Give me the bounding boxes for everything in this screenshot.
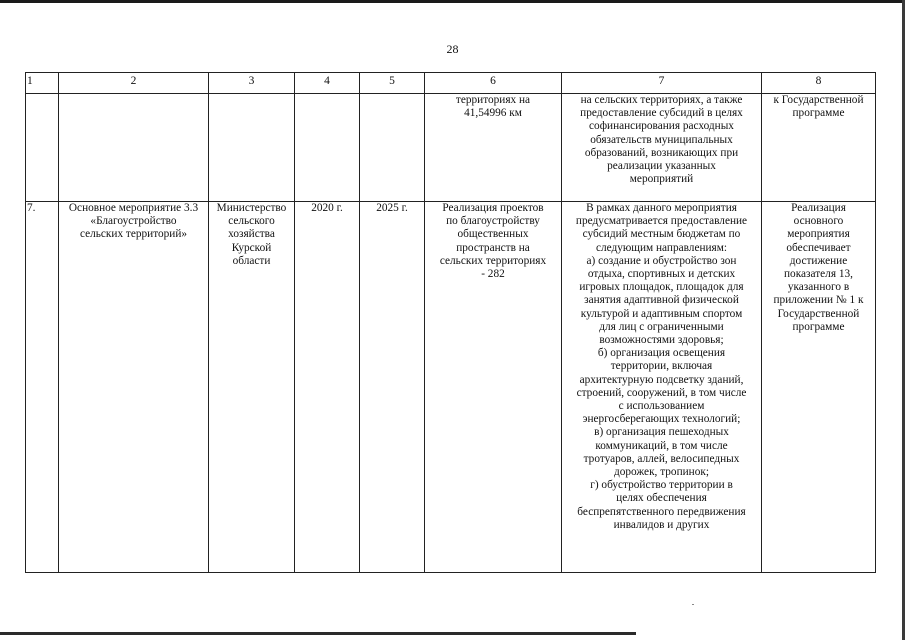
scan-edge-top xyxy=(0,0,905,3)
expected-result-cell: Реализация проектов по благоустройству общественных пространств на сельских территориях - 282 xyxy=(425,202,562,573)
measure-content-cell: В рамках данного мероприятия предусматривается предоставление субсидий местным бюджетам по следующим направлениям: а) создание и обустройство зон отдыха, спортивных и детских игровых площадок, площадок для занятия адаптивной физической культурой и адаптивным спортом для лиц с ограниченными возможностями здоровья; б) организация освещения территории, включая архитектурную подсветку зданий, строений, сооружений, в том числе с использованием энергосберегающих технологий; в) организация пешеходных коммуникаций, в том числе тротуаров, аллей, велосипедных дорожек, тропинок; г) обустройство территории в целях обеспечения беспрепятственного передвижения инвалидов и других xyxy=(562,202,762,573)
expected-result-cell: территориях на 41,54996 км xyxy=(425,94,562,202)
column-number-5: 5 xyxy=(360,73,425,94)
measures-table xyxy=(25,72,876,573)
start-year-cell: 2020 г. xyxy=(295,202,360,573)
executor-cell: Министерство сельского хозяйства Курской области xyxy=(209,202,295,573)
end-year-cell xyxy=(360,94,425,202)
measure-content-cell: на сельских территориях, а также предоставление субсидий в целях софинансирования расходных обязательств муниципальных образований, возникающих при реализации указанных мероприятий xyxy=(562,94,762,202)
executor-cell xyxy=(209,94,295,202)
column-number-7: 7 xyxy=(562,73,762,94)
table-row xyxy=(26,94,876,202)
column-number-6: 6 xyxy=(425,73,562,94)
column-number-3: 3 xyxy=(209,73,295,94)
row-number-cell: 7. xyxy=(26,202,59,573)
column-number-1: 1 xyxy=(26,73,59,94)
indicator-link-cell: к Государственной программе xyxy=(762,94,876,202)
measure-name-cell xyxy=(59,94,209,202)
column-number-4: 4 xyxy=(295,73,360,94)
column-number-8: 8 xyxy=(762,73,876,94)
measure-name-cell: Основное мероприятие 3.3 «Благоустройство сельских территорий» xyxy=(59,202,209,573)
indicator-link-cell: Реализация основного мероприятия обеспечивает достижение показателя 13, указанного в приложении № 1 к Государственной программе xyxy=(762,202,876,573)
scan-speck xyxy=(692,604,694,605)
start-year-cell xyxy=(295,94,360,202)
column-number-2: 2 xyxy=(59,73,209,94)
table-row xyxy=(26,202,876,573)
column-number-row xyxy=(26,73,876,94)
scan-edge-bottom xyxy=(0,632,636,635)
end-year-cell: 2025 г. xyxy=(360,202,425,573)
page-number: 28 xyxy=(446,42,459,56)
row-number-cell xyxy=(26,94,59,202)
